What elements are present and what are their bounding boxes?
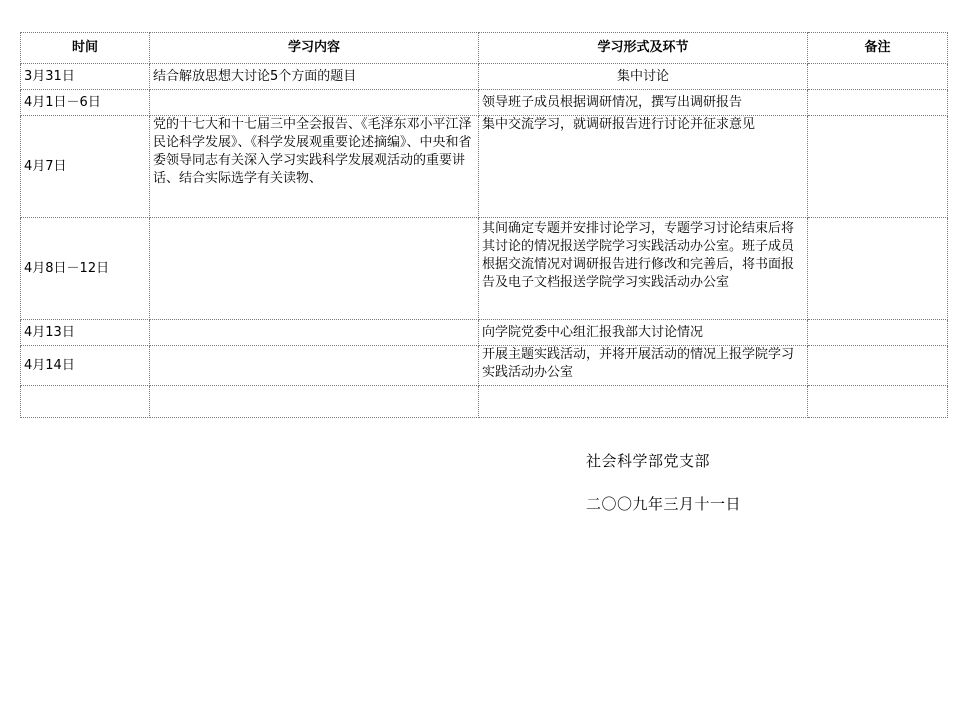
signature-organization: 社会科学部党支部 (586, 452, 711, 470)
cell-form: 集中讨论 (479, 64, 808, 90)
cell-content (150, 386, 479, 418)
table-row (21, 90, 948, 116)
cell-content (150, 218, 479, 320)
cell-remarks (808, 218, 948, 320)
cell-form: 集中交流学习，就调研报告进行讨论并征求意见 (479, 116, 808, 218)
cell-form: 领导班子成员根据调研情况，撰写出调研报告 (479, 90, 808, 116)
cell-remarks (808, 90, 948, 116)
header-remarks: 备注 (808, 33, 948, 64)
cell-time: 3月31日 (21, 64, 150, 90)
cell-remarks (808, 346, 948, 386)
cell-form: 开展主题实践活动，并将开展活动的情况上报学院学习实践活动办公室 (479, 346, 808, 386)
header-form: 学习形式及环节 (479, 33, 808, 64)
cell-remarks (808, 64, 948, 90)
table-row (21, 320, 948, 346)
table-row (21, 386, 948, 418)
cell-time (21, 386, 150, 418)
cell-remarks (808, 386, 948, 418)
cell-time: 4月7日 (21, 116, 150, 218)
table-row (21, 218, 948, 320)
table-row (21, 116, 948, 218)
signature-date: 二〇〇九年三月十一日 (586, 495, 742, 513)
cell-content (150, 320, 479, 346)
cell-time: 4月13日 (21, 320, 150, 346)
cell-content: 党的十七大和十七届三中全会报告、《毛泽东邓小平江泽民论科学发展》、《科学发展观重要论述摘编》、中央和省委领导同志有关深入学习实践科学发展观活动的重要讲话、结合实际选学有关读物、 (150, 116, 479, 218)
cell-content (150, 90, 479, 116)
cell-time: 4月8日－12日 (21, 218, 150, 320)
cell-time: 4月1日－6日 (21, 90, 150, 116)
cell-content: 结合解放思想大讨论5个方面的题目 (150, 64, 479, 90)
cell-form: 向学院党委中心组汇报我部大讨论情况 (479, 320, 808, 346)
cell-remarks (808, 320, 948, 346)
header-time: 时间 (21, 33, 150, 64)
study-schedule-table (20, 32, 948, 418)
table-header-row (21, 33, 948, 64)
table-row (21, 64, 948, 90)
cell-remarks (808, 116, 948, 218)
cell-form: 其间确定专题并安排讨论学习，专题学习讨论结束后将其讨论的情况报送学院学习实践活动办公室。班子成员根据交流情况对调研报告进行修改和完善后，将书面报告及电子文档报送学院学习实践活动办公室 (479, 218, 808, 320)
cell-time: 4月14日 (21, 346, 150, 386)
header-content: 学习内容 (150, 33, 479, 64)
cell-content (150, 346, 479, 386)
cell-form (479, 386, 808, 418)
table-row (21, 346, 948, 386)
